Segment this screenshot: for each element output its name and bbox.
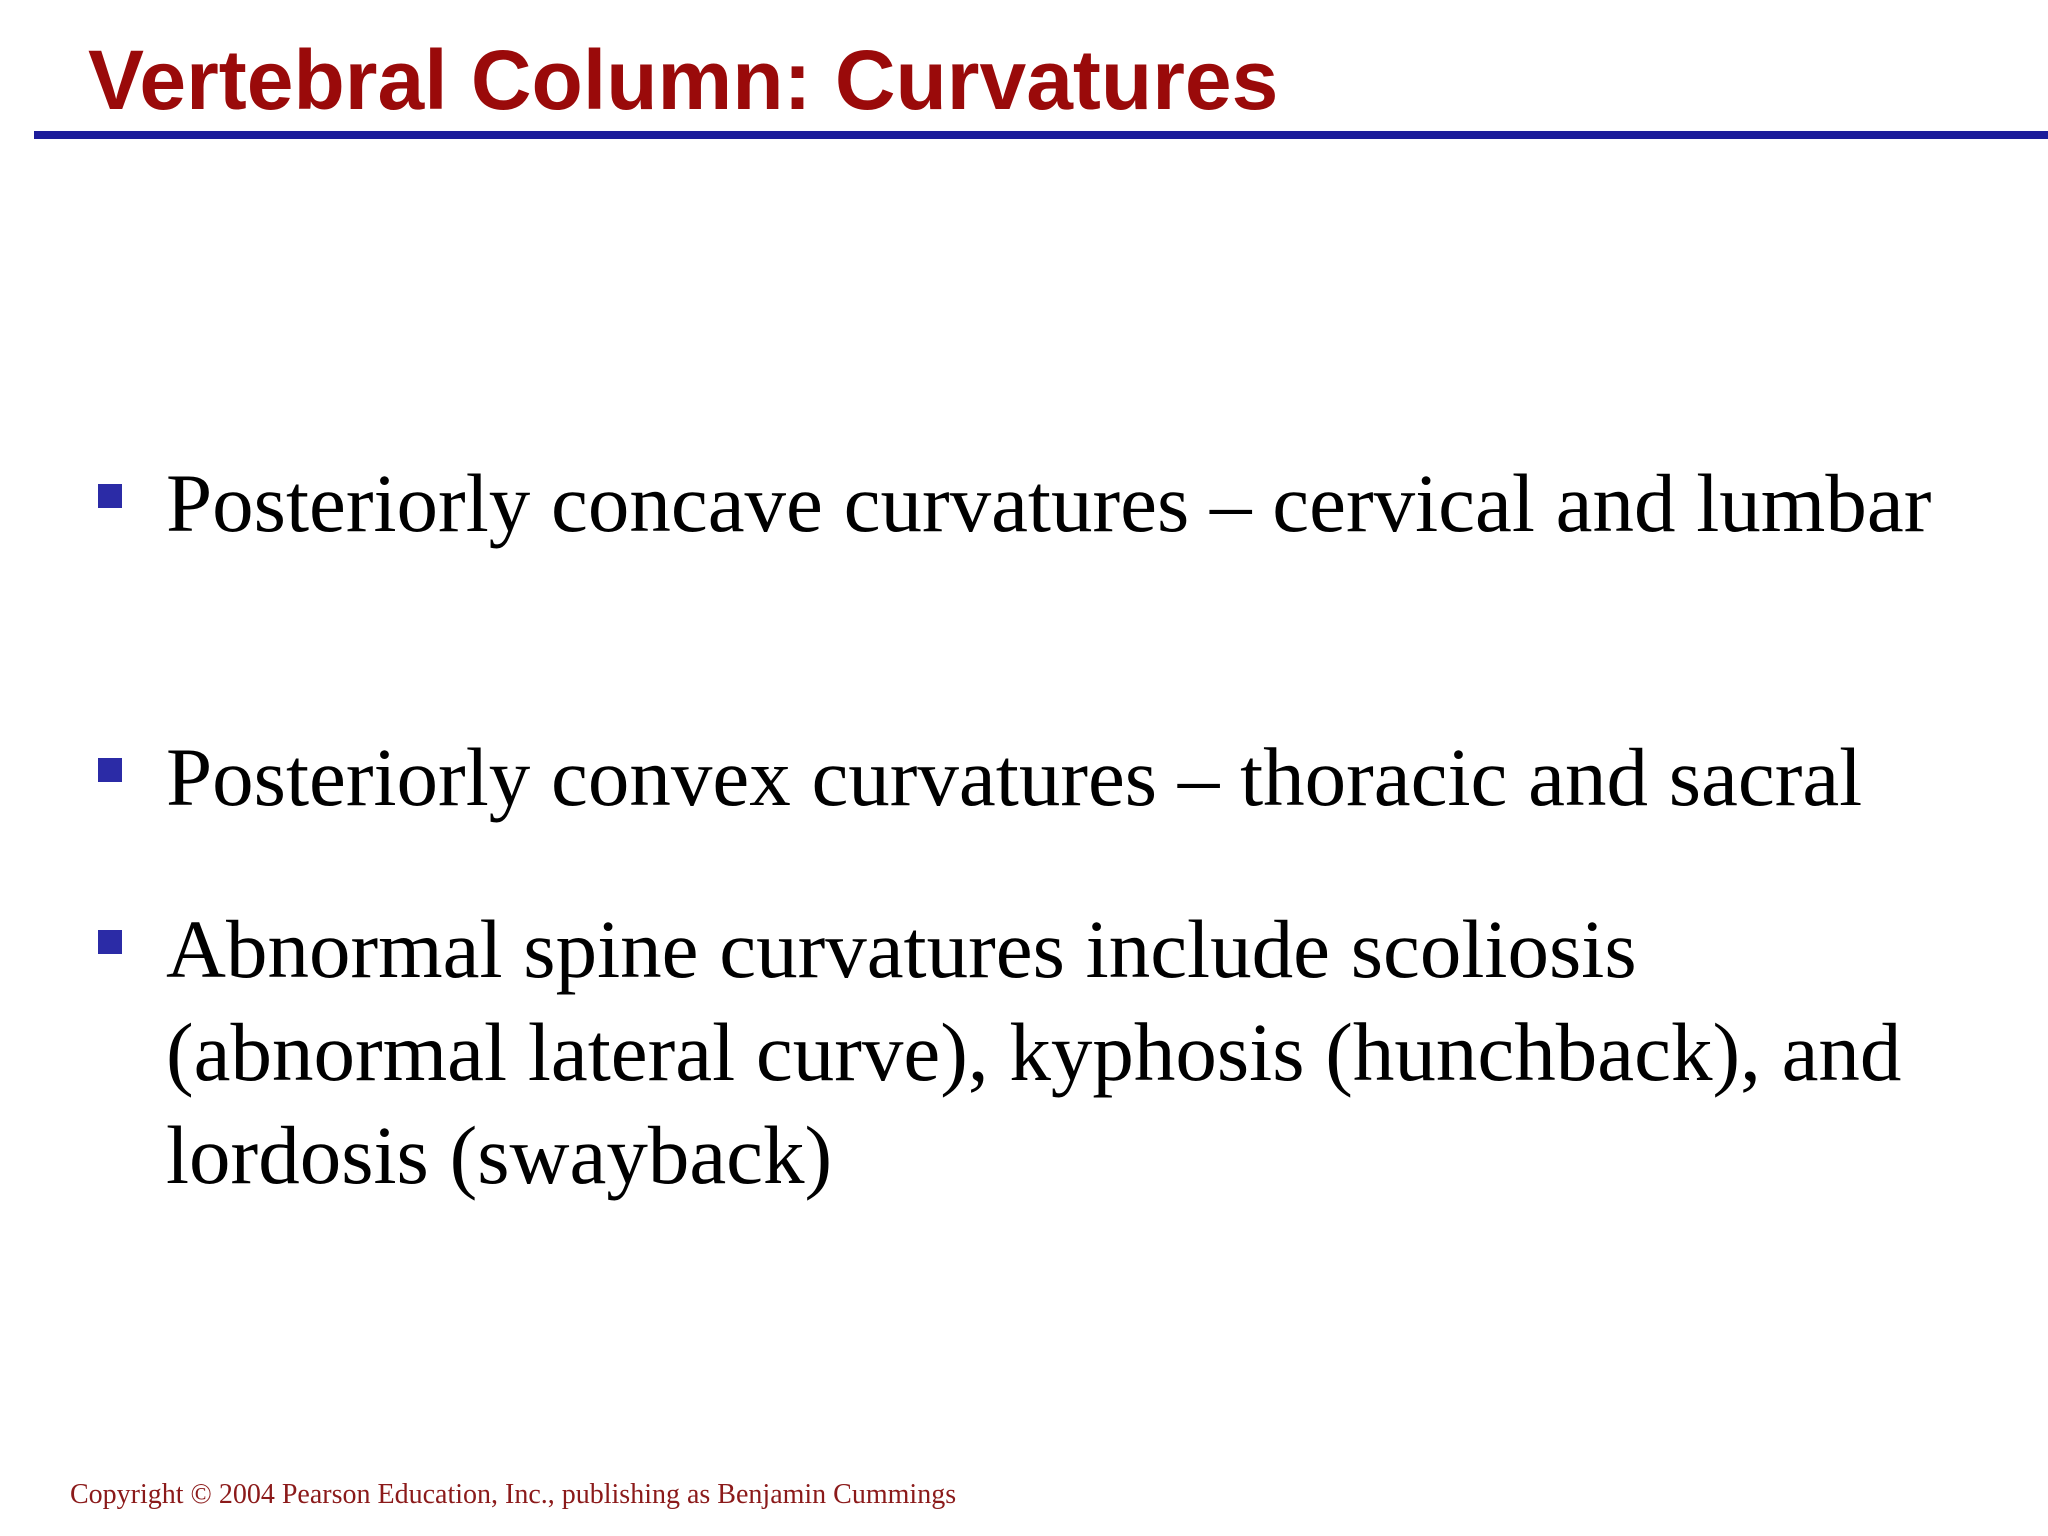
square-bullet-icon [98, 484, 122, 508]
bullet-text: Posteriorly convex curvatures – thoracic and sacral [166, 731, 1863, 823]
bullet-text: Abnormal spine curvatures include scoliosis (abnormal lateral curve), kyphosis (hunchback), and lordosis (swayback) [166, 903, 1902, 1201]
copyright-footer: Copyright © 2004 Pearson Education, Inc., publishing as Benjamin Cummings [70, 1479, 957, 1510]
bullet-text: Posteriorly concave curvatures – cervical and lumbar [166, 457, 1932, 549]
slide-title: Vertebral Column: Curvatures [88, 33, 1279, 127]
square-bullet-icon [98, 930, 122, 954]
square-bullet-icon [98, 758, 122, 782]
